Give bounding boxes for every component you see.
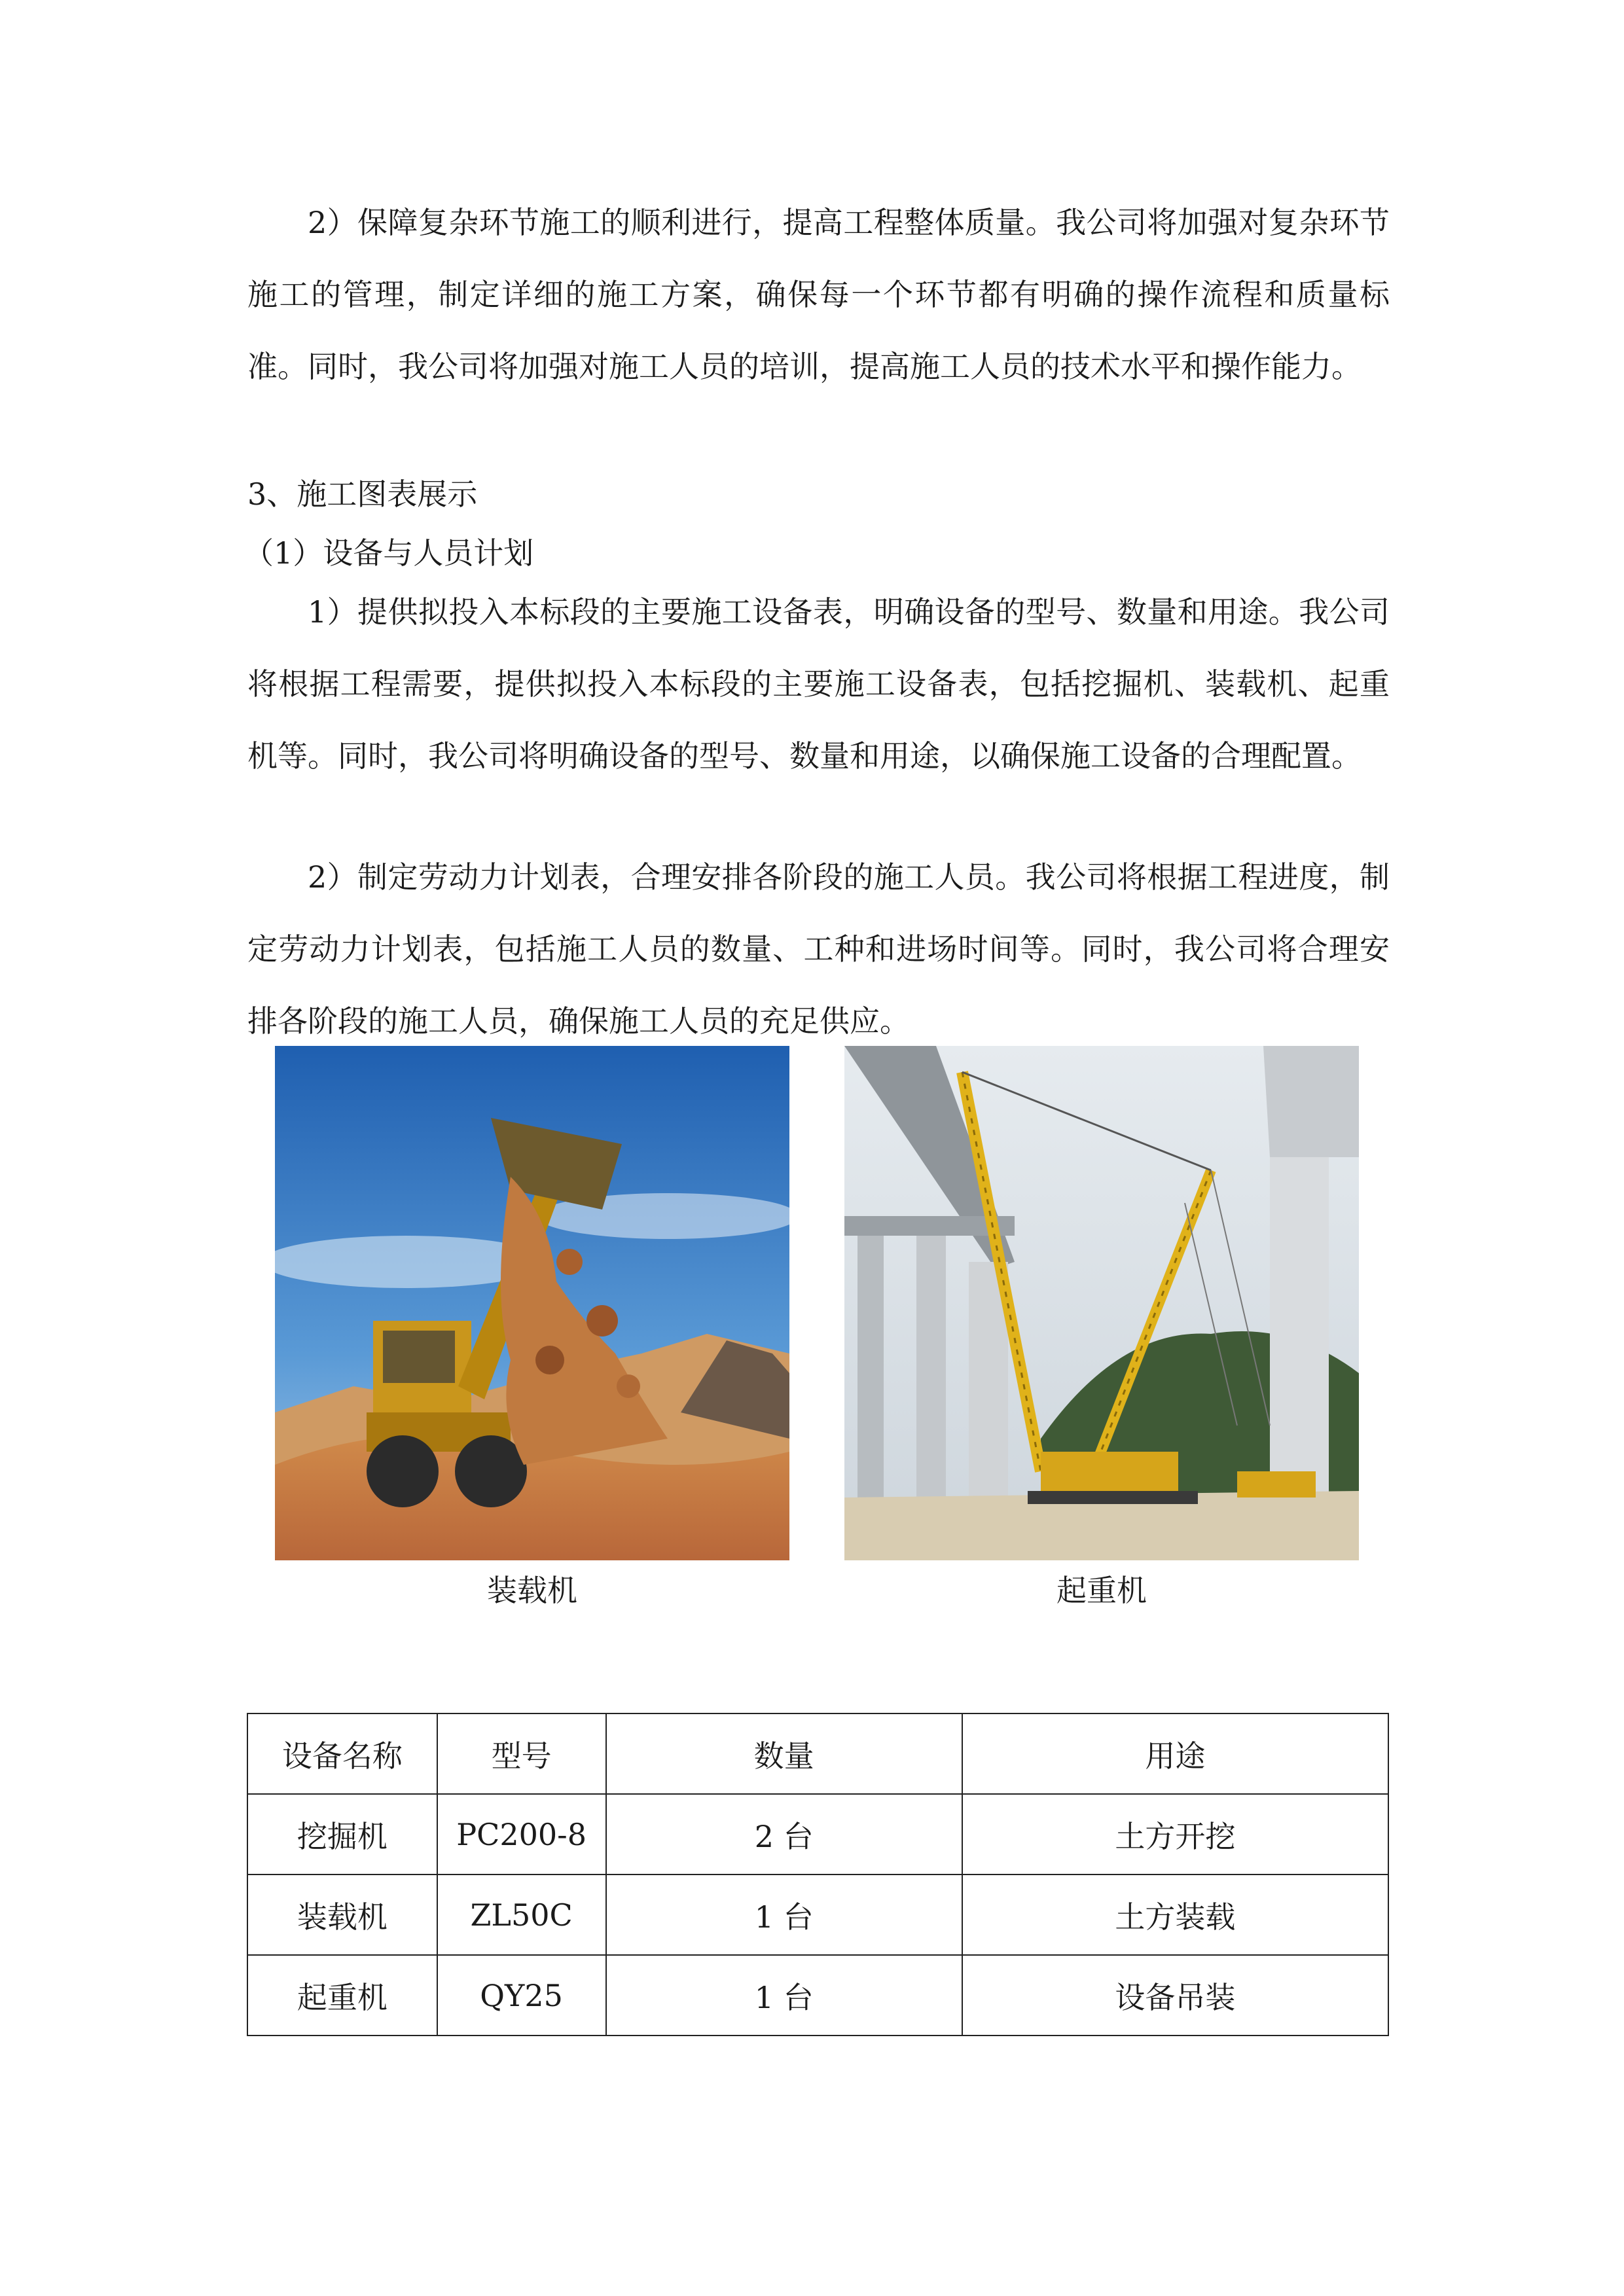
table-header-row (247, 1713, 1388, 1794)
table-cell: 挖掘机 (247, 1794, 437, 1874)
table-row (247, 1874, 1388, 1955)
subsection-heading: （1）设备与人员计划 (244, 535, 534, 571)
table-cell: 土方开挖 (962, 1794, 1388, 1874)
loader-caption: 装载机 (487, 1573, 577, 1608)
header-cell: 设备名称 (247, 1713, 437, 1794)
table-cell: ZL50C (437, 1874, 606, 1955)
header-cell: 数量 (606, 1713, 962, 1794)
crane-caption: 起重机 (1056, 1573, 1147, 1608)
table-cell: 起重机 (247, 1955, 437, 2036)
table-cell: QY25 (437, 1955, 606, 2036)
table-cell: 土方装载 (962, 1874, 1388, 1955)
paragraph-quality: 2）保障复杂环节施工的顺利进行，提高工程整体质量。我公司将加强对复杂环节施工的管理，制定详细的施工方案，确保每一个环节都有明确的操作流程和质量标准。同时，我公司将加强对施工人员的培训，提高施工人员的技术水平和操作能力。 (247, 205, 1390, 384)
table-row (247, 1794, 1388, 1874)
loader-photo (275, 1046, 789, 1560)
paragraph-labor: 2）制定劳动力计划表，合理安排各阶段的施工人员。我公司将根据工程进度，制定劳动力计划表，包括施工人员的数量、工种和进场时间等。同时，我公司将合理安排各阶段的施工人员，确保施工人员的充足供应。 (247, 859, 1390, 1039)
section-heading: 3、施工图表展示 (247, 476, 478, 512)
crane-photo (844, 1046, 1359, 1560)
table-cell: 2 台 (606, 1794, 962, 1874)
header-cell: 型号 (437, 1713, 606, 1794)
table-cell: 装载机 (247, 1874, 437, 1955)
paragraph-equipment: 1）提供拟投入本标段的主要施工设备表，明确设备的型号、数量和用途。我公司将根据工程需要，提供拟投入本标段的主要施工设备表，包括挖掘机、装载机、起重机等。同时，我公司将明确设备的型号、数量和用途，以确保施工设备的合理配置。 (247, 594, 1390, 774)
table-cell: 设备吊装 (962, 1955, 1388, 2036)
header-cell: 用途 (962, 1713, 1388, 1794)
table-cell: 1 台 (606, 1955, 962, 2036)
table-cell: PC200-8 (437, 1794, 606, 1874)
equipment-table (247, 1713, 1389, 2036)
table-cell: 1 台 (606, 1874, 962, 1955)
table-row (247, 1955, 1388, 2036)
